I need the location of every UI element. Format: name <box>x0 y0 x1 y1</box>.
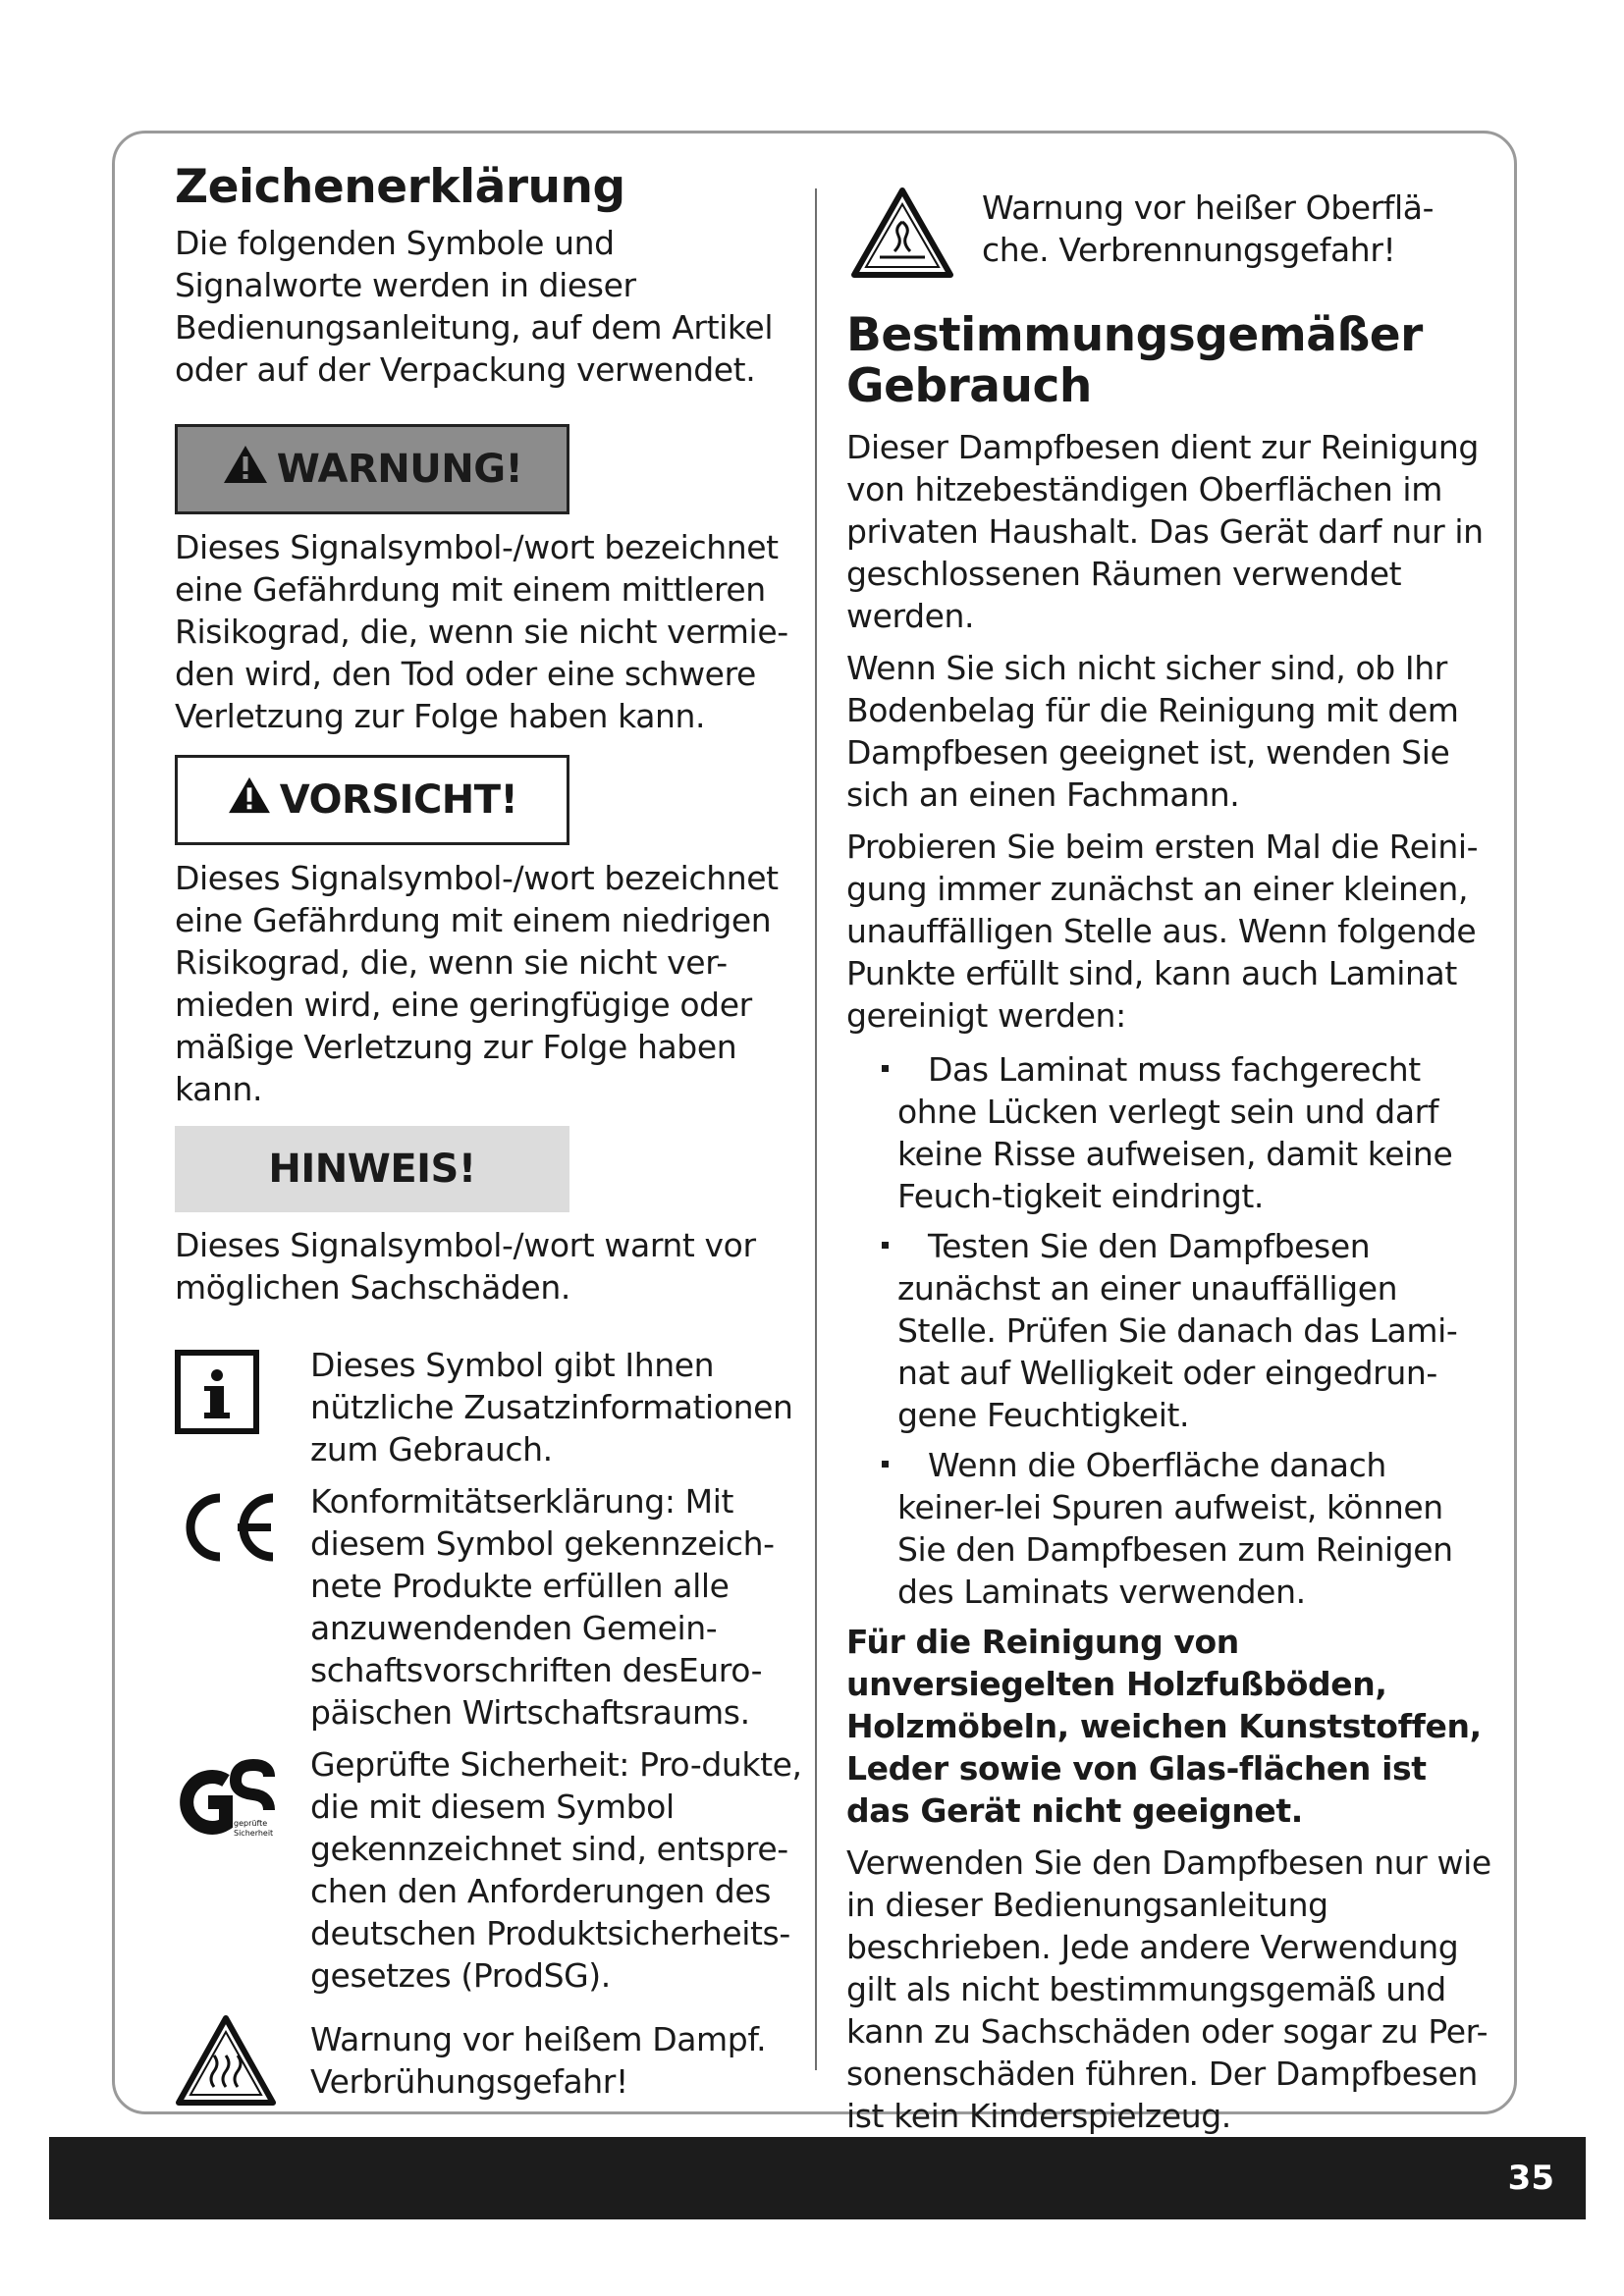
intended-use-para-2: Wenn Sie sich nicht sicher sind, ob Ihr Bodenbelag für die Reinigung mit dem Dampfbesen geeignet ist, wenden Sie sich an einen Fachmann. <box>846 649 1459 814</box>
list-item: Testen Sie den Dampfbesen zunächst an einer unauffälligen Stelle. Prüfen Sie danach das Lami-nat auf Welligkeit oder eingedrun-gene Feuchtigkeit. <box>846 1225 1494 1436</box>
svg-text:geprüfte: geprüfte <box>234 1819 268 1828</box>
list-item: Das Laminat muss fachgerecht ohne Lücken verlegt sein und darf keine Risse aufweisen, damit keine Feuch-tigkeit eindringt. <box>846 1048 1494 1217</box>
warning-label: WARNUNG! <box>276 447 523 492</box>
notice-label: HINWEIS! <box>268 1147 476 1192</box>
ce-mark-icon <box>175 1480 310 1571</box>
symbol-row-ce <box>175 1480 803 1734</box>
column-divider <box>815 188 817 2070</box>
hot-steam-warning-icon <box>175 2014 310 2110</box>
list-item: Wenn die Oberfläche danach keiner-lei Spuren aufweist, können Sie den Dampfbesen zum Reinigen des Laminats verwenden. <box>846 1444 1494 1613</box>
hot-surface-symbol-text: Warnung vor heißer Oberflä-che. Verbrennungsgefahr! <box>982 188 1435 269</box>
warning-triangle-icon <box>222 444 269 495</box>
gs-symbol-text: Geprüfte Sicherheit: Pro-dukte, die mit diesem Symbol gekennzeichnet sind, entspre-chen den Anforderungen des deutschen Produktsicherheits-gesetzes (ProdSG). <box>310 1745 802 1995</box>
bullet-icon <box>882 1242 889 1249</box>
caution-description: Dieses Signalsymbol-/wort bezeichnet eine Gefährdung mit einem niedrigen Risikograd, die, wenn sie nicht ver-mieden wird, eine geringfügige oder mäßige Verletzung zur Folge haben kann. <box>175 859 779 1108</box>
caution-signal-box <box>175 755 569 845</box>
intended-use-para-4: Verwenden Sie den Dampfbesen nur wie in dieser Bedienungsanleitung beschrieben. Jede andere Verwendung gilt als nicht bestimmungsgemäß und kann zu Sachschäden oder sogar zu Per-sonenschäden führen. Der Dampfbesen ist kein Kinderspielzeug. <box>846 1843 1491 2135</box>
notice-signal-box <box>175 1126 569 1212</box>
legend-intro: Die folgenden Symbole und Signalworte werden in dieser Bedienungsanleitung, auf dem Artikel oder auf der Verpackung verwendet. <box>175 224 774 389</box>
section-heading-legend: Zeichenerklärung <box>175 160 625 214</box>
laminate-conditions-list <box>846 1048 1494 1613</box>
symbol-row-hot-steam <box>175 2014 803 2110</box>
page-number: 35 <box>1507 2159 1554 2198</box>
svg-text:Sicherheit: Sicherheit <box>234 1829 274 1838</box>
right-column <box>846 187 1494 2137</box>
caution-triangle-icon <box>227 775 272 825</box>
hot-steam-symbol-text: Warnung vor heißem Dampf. Verbrühungsgefahr! <box>310 2020 767 2101</box>
bullet-icon <box>882 1461 889 1468</box>
symbol-row-hot-surface <box>846 187 1494 283</box>
warning-signal-box <box>175 424 569 514</box>
intended-use-para-3: Probieren Sie beim ersten Mal die Reini-gung immer zunächst an einer kleinen, unauffälligen Stelle aus. Wenn folgende Punkte erfüllt sind, kann auch Laminat gereinigt werden: <box>846 828 1479 1035</box>
hot-surface-warning-icon <box>846 187 982 283</box>
caution-label: VORSICHT! <box>279 777 518 823</box>
info-symbol-text: Dieses Symbol gibt Ihnen nützliche Zusatzinformationen zum Gebrauch. <box>310 1346 793 1468</box>
left-column <box>175 161 803 2110</box>
gs-mark-icon <box>175 1743 310 1855</box>
footer-bar <box>49 2137 1586 2219</box>
unsuitable-surfaces-note: Für die Reinigung von unversiegelten Holzfußböden, Holzmöbeln, weichen Kunststoffen, Leder sowie von Glas-flächen ist das Gerät nicht geeignet. <box>846 1623 1482 1830</box>
notice-description: Dieses Signalsymbol-/wort warnt vor möglichen Sachschäden. <box>175 1226 756 1307</box>
section-heading-intended-use: Bestimmungsgemäßer Gebrauch <box>846 308 1423 413</box>
symbol-row-info <box>175 1344 803 1470</box>
ce-symbol-text: Konformitätserklärung: Mit diesem Symbol gekennzeich-nete Produkte erfüllen alle anzuwendenden Gemein-schaftsvorschriften desEuro-päischen Wirtschaftsraums. <box>310 1482 775 1732</box>
symbol-row-gs <box>175 1743 803 1997</box>
info-icon <box>175 1344 310 1438</box>
warning-description: Dieses Signalsymbol-/wort bezeichnet eine Gefährdung mit einem mittleren Risikograd, die, wenn sie nicht vermie-den wird, den Tod oder eine schwere Verletzung zur Folge haben kann. <box>175 528 788 735</box>
bullet-icon <box>882 1065 889 1072</box>
intended-use-para-1: Dieser Dampfbesen dient zur Reinigung von hitzebeständigen Oberflächen im privaten Haushalt. Das Gerät darf nur in geschlossenen Räumen verwendet werden. <box>846 428 1484 635</box>
